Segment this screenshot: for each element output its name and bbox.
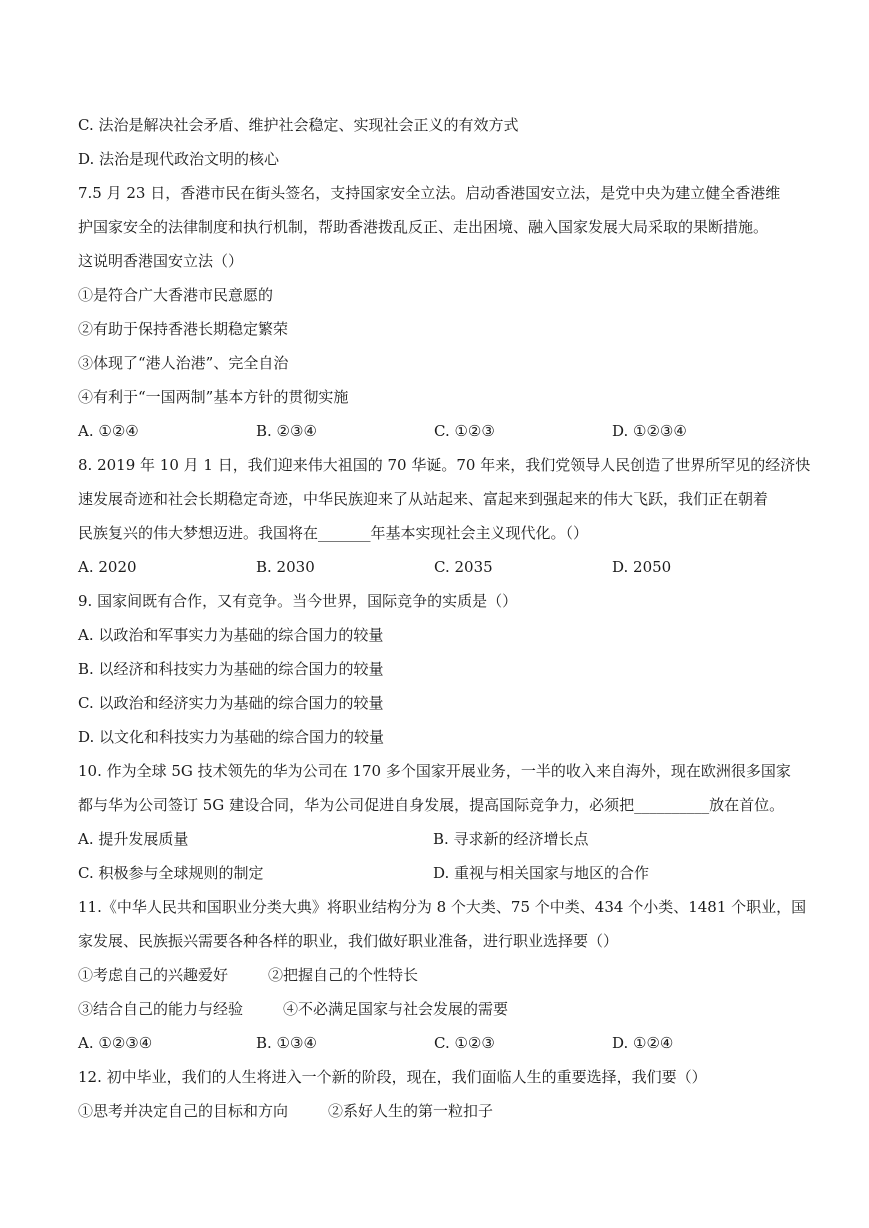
q10-stem-line: 都与华为公司签订 5G 建设合同，华为公司促进自身发展，提高国际竞争力，必须把__________放在首位。 [78,796,785,814]
q10-option-a: A. 提升发展质量 [78,830,189,848]
q10-option-d: D. 重视与相关国家与地区的合作 [433,864,650,882]
q11-option-c: C. ①②③ [434,1034,495,1052]
q10-options-row [78,822,798,856]
q9-option-a: A. 以政治和军事实力为基础的综合国力的较量 [78,626,384,644]
q7-stem-line: 7.5 月 23 日，香港市民在街头签名，支持国家安全立法。启动香港国安立法，是党中央为建立健全香港维 [78,184,781,202]
q11-statement: ③结合自己的能力与经验 [78,1000,244,1018]
q9-option-b: B. 以经济和科技实力为基础的综合国力的较量 [78,660,384,678]
q7-statement: ③体现了“港人治港”、完全自治 [78,354,289,372]
q10-option-b: B. 寻求新的经济增长点 [433,830,589,848]
question-12 [78,1060,798,1128]
exam-page [78,108,811,1128]
q11-statement: ①考虑自己的兴趣爱好 [78,966,229,984]
q7-stem-line: 护国家安全的法律制度和执行机制，帮助香港拨乱反正、走出困境、融入国家发展大局采取的果断措施。 [78,218,769,236]
q11-statement-row [78,992,798,1026]
q8-option-a: A. 2020 [78,558,137,576]
q7-option-b: B. ②③④ [256,422,317,440]
q11-statement: ④不必满足国家与社会发展的需要 [283,1000,509,1018]
q11-option-a: A. ①②③④ [78,1034,153,1052]
q8-option-b: B. 2030 [256,558,315,576]
q11-options [78,1026,798,1060]
question-9 [78,584,798,754]
q11-option-b: B. ①③④ [256,1034,317,1052]
q11-stem-line: 家发展、民族振兴需要各种各样的职业，我们做好职业准备，进行职业选择要（） [78,932,619,950]
q6-option-c: C. 法治是解决社会矛盾、维护社会稳定、实现社会正义的有效方式 [78,116,519,134]
q8-option-c: C. 2035 [434,558,493,576]
question-10 [78,754,798,890]
q7-statement: ②有助于保持香港长期稳定繁荣 [78,320,289,338]
q12-statement-row [78,1094,798,1128]
q10-option-c: C. 积极参与全球规则的制定 [78,864,264,882]
q7-option-a: A. ①②④ [78,422,139,440]
q8-options [78,550,798,584]
q12-statement: ①思考并决定自己的目标和方向 [78,1102,289,1120]
q9-option-d: D. 以文化和科技实力为基础的综合国力的较量 [78,728,385,746]
q7-statement: ④有利于“一国两制”基本方针的贯彻实施 [78,388,349,406]
q10-stem-line: 10. 作为全球 5G 技术领先的华为公司在 170 多个国家开展业务，一半的收入来自海外，现在欧洲很多国家 [78,762,791,780]
q6-option-d: D. 法治是现代政治文明的核心 [78,150,280,168]
q7-options [78,414,798,448]
q11-statement-row [78,958,798,992]
q9-stem: 9. 国家间既有合作，又有竞争。当今世界，国际竞争的实质是（） [78,592,518,610]
q8-stem-line: 民族复兴的伟大梦想迈进。我国将在_______年基本实现社会主义现代化。（） [78,524,589,542]
q7-statement: ①是符合广大香港市民意愿的 [78,286,274,304]
q10-options-row [78,856,798,890]
q11-stem-line: 11.《中华人民共和国职业分类大典》将职业结构分为 8 个大类、75 个中类、434 个小类、1481 个职业，国 [78,898,807,916]
q12-statement: ②系好人生的第一粒扣子 [328,1102,494,1120]
question-11 [78,890,807,1060]
q11-option-d: D. ①②④ [612,1034,674,1052]
q8-stem-line: 速发展奇迹和社会长期稳定奇迹，中华民族迎来了从站起来、富起来到强起来的伟大飞跃，我们正在朝着 [78,490,769,508]
question-7 [78,176,798,448]
question-8 [78,448,811,584]
q9-option-c: C. 以政治和经济实力为基础的综合国力的较量 [78,694,384,712]
q7-option-d: D. ①②③④ [612,422,687,440]
q11-statement: ②把握自己的个性特长 [268,966,419,984]
q8-stem-line: 8. 2019 年 10 月 1 日，我们迎来伟大祖国的 70 华诞。70 年来，我们党领导人民创造了世界所罕见的经济快 [78,456,811,474]
q7-option-c: C. ①②③ [434,422,495,440]
q8-option-d: D. 2050 [612,558,672,576]
q7-stem-line: 这说明香港国安立法（） [78,252,244,270]
q12-stem: 12. 初中毕业，我们的人生将进入一个新的阶段，现在，我们面临人生的重要选择，我们要（） [78,1068,707,1086]
